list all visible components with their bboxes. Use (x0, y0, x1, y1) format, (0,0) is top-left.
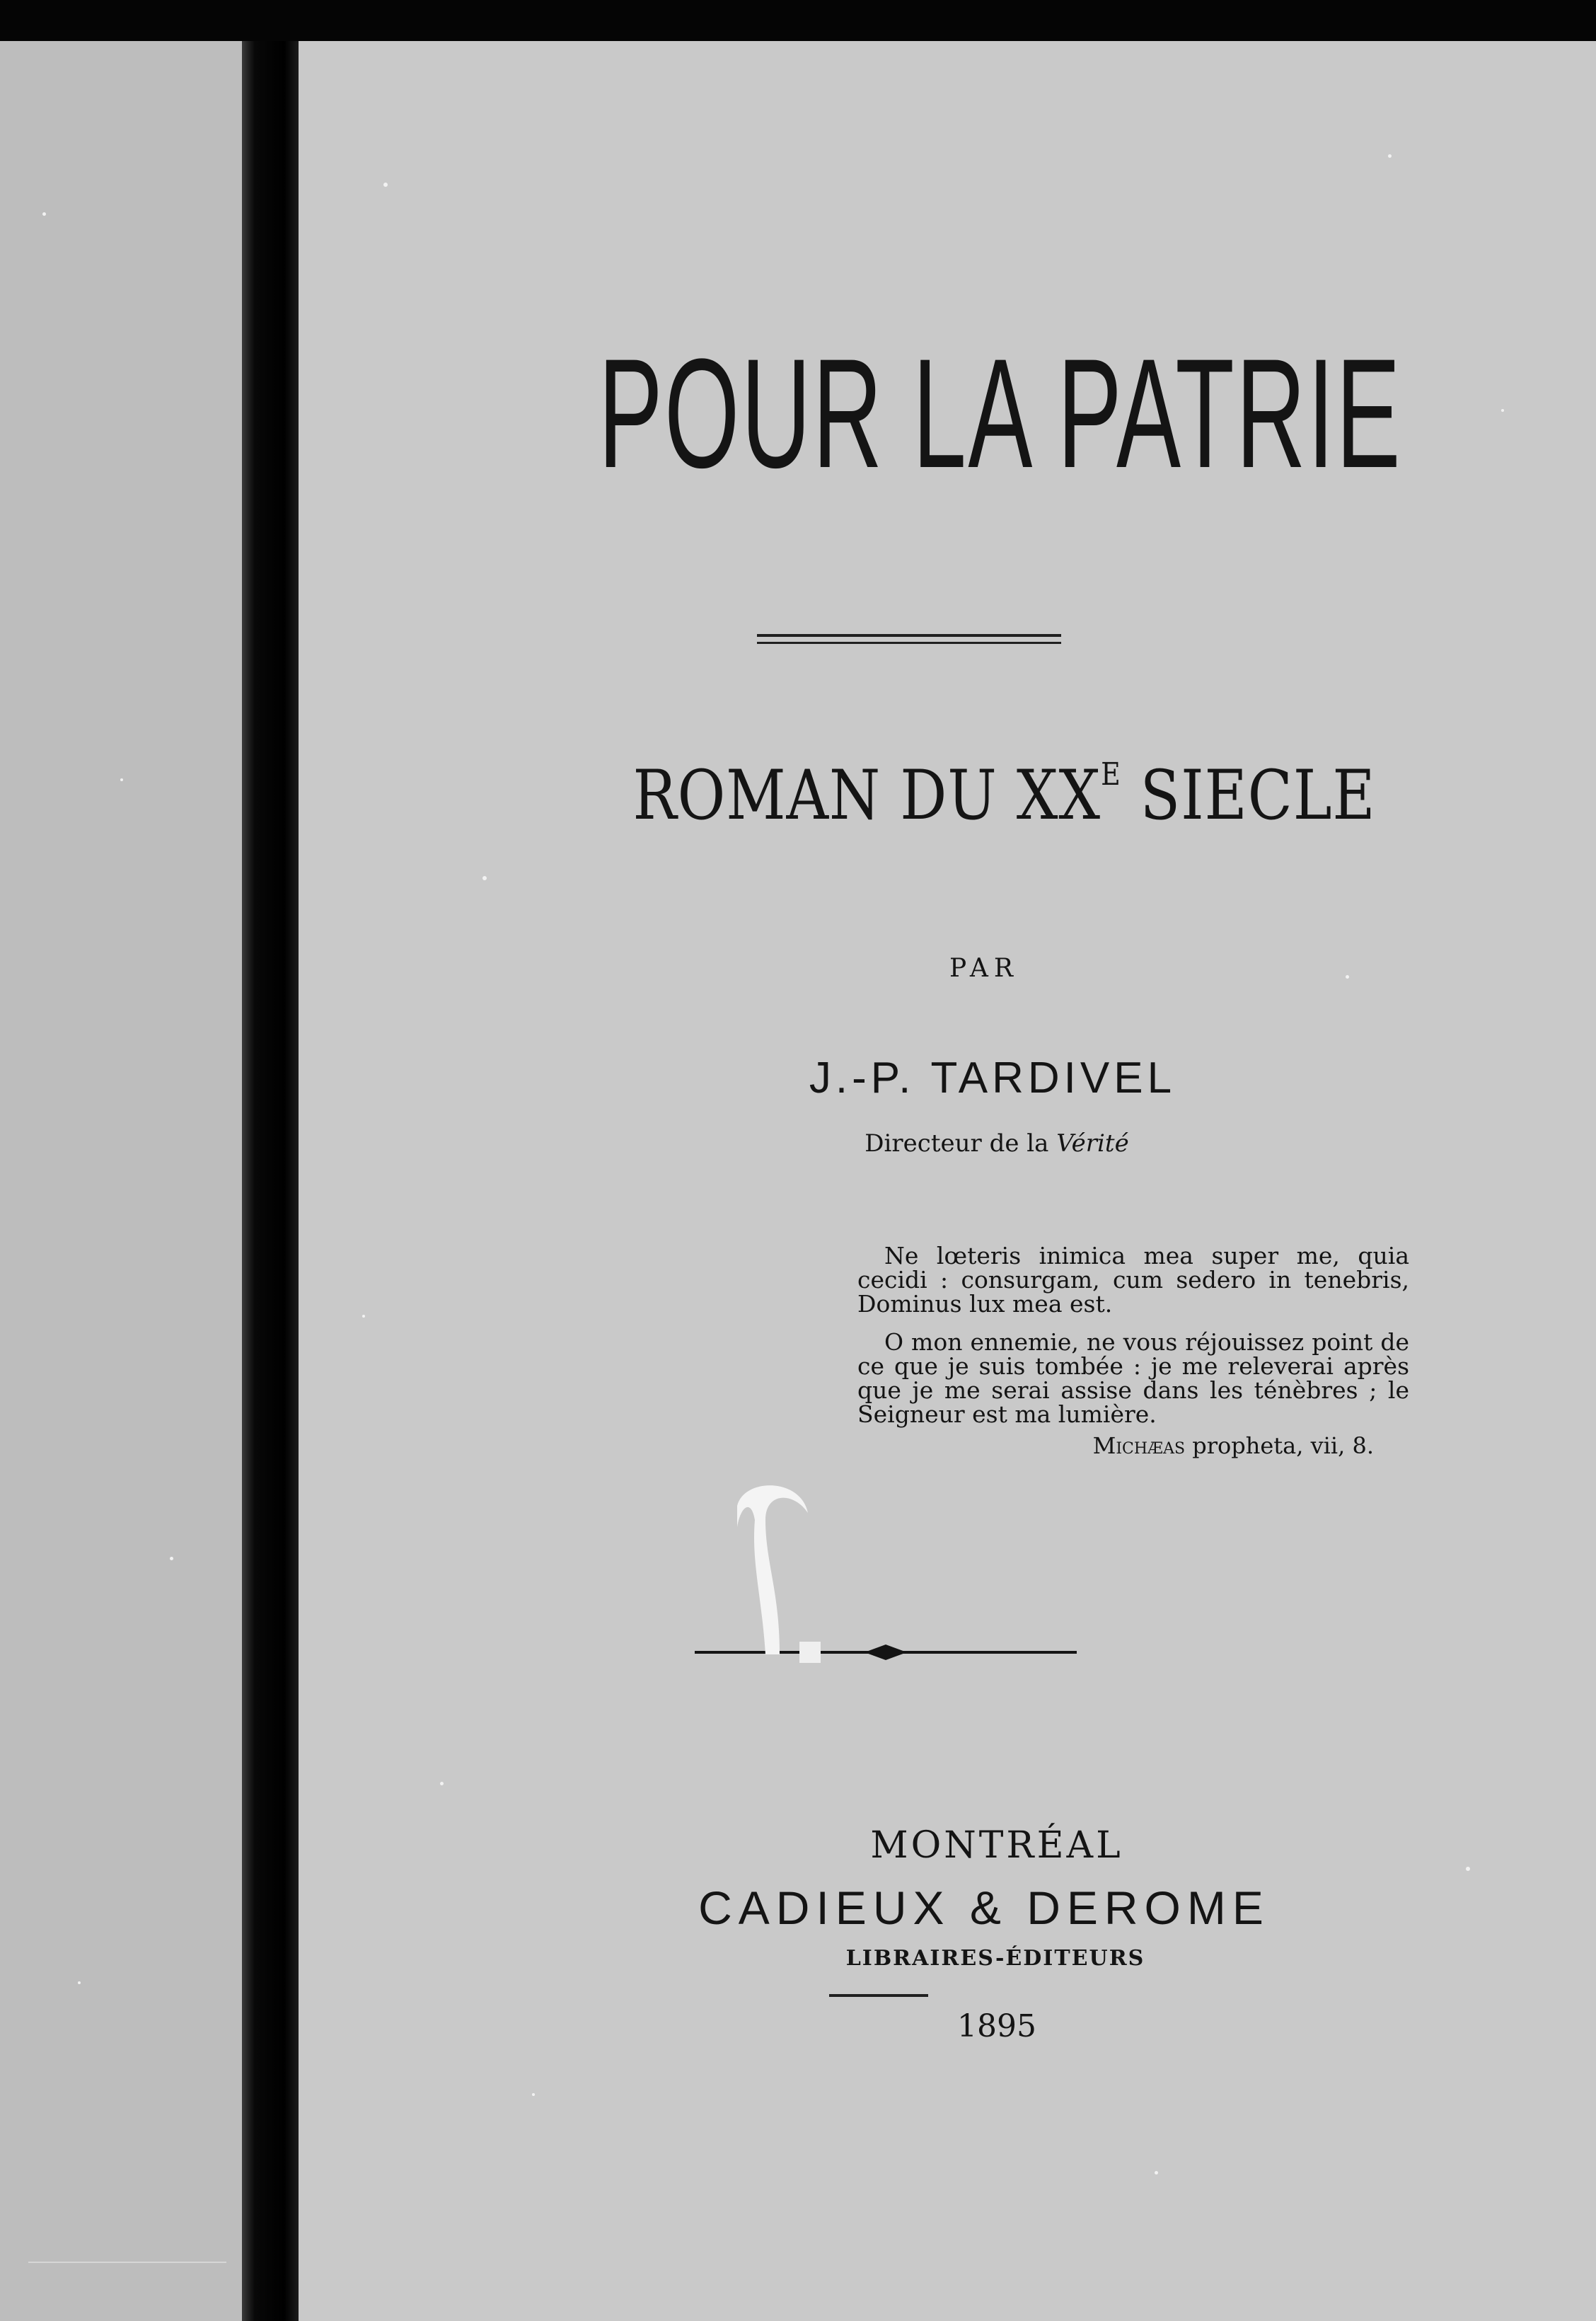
epigraph-latin: Ne lœteris inimica mea super me, quia cecidi : consurgam, cum sedero in tenebris, Dominus lux mea est. (857, 1242, 1409, 1318)
scan-top-border (0, 0, 1596, 41)
epigraph (857, 1244, 1409, 1458)
paper-speck (120, 778, 123, 781)
title-page (299, 41, 1596, 2321)
paper-speck (1155, 2171, 1158, 2175)
publication-year: 1895 (957, 2008, 1036, 2044)
author-role-prefix: Directeur de la (865, 1129, 1057, 1158)
citation-reference: propheta, vii, 8. (1185, 1432, 1374, 1459)
by-label: PAR (949, 954, 1019, 983)
subtitle-superscript: E (1101, 756, 1121, 793)
paper-speck (383, 183, 388, 187)
book-subtitle (446, 756, 1562, 835)
epigraph-citation (857, 1434, 1409, 1458)
left-page-edge (0, 41, 242, 2321)
paper-speck (170, 1557, 173, 1560)
paper-damage-mark (723, 1478, 829, 1661)
paper-speck (1346, 975, 1349, 979)
book-spine (242, 41, 299, 2321)
publisher-role: LIBRAIRES-ÉDITEURS (845, 1946, 1145, 1971)
publication-city: MONTRÉAL (870, 1824, 1123, 1867)
page-edge-line (28, 2262, 226, 2263)
journal-name: Vérité (1056, 1129, 1129, 1158)
year-rule (829, 1994, 928, 1997)
paper-speck (440, 1782, 444, 1785)
subtitle-start: ROMAN DU XX (632, 756, 1101, 835)
paper-speck (78, 1981, 81, 1984)
title-divider (757, 634, 1061, 644)
author-role (348, 1129, 1596, 1158)
paper-speck (482, 876, 487, 880)
publisher-name: CADIEUX & DEROME (698, 1882, 1270, 1934)
paper-speck (532, 2093, 535, 2096)
paper-speck (1388, 154, 1392, 158)
citation-name: Michæas (1092, 1432, 1186, 1459)
paper-speck (1501, 409, 1504, 412)
paper-speck (1466, 1867, 1470, 1871)
subtitle-end: SIECLE (1121, 756, 1376, 835)
paper-speck (362, 1315, 365, 1318)
paper-speck (42, 212, 46, 216)
book-title: POUR LA PATRIE (598, 326, 1402, 500)
epigraph-french: O mon ennemie, ne vous réjouissez point de ce que je suis tombée : je me releverai après que je me serai assise dans les ténèbres ; le Seigneur est ma lumière. (857, 1328, 1409, 1428)
author-name: J.-P. TARDIVEL (809, 1054, 1176, 1102)
